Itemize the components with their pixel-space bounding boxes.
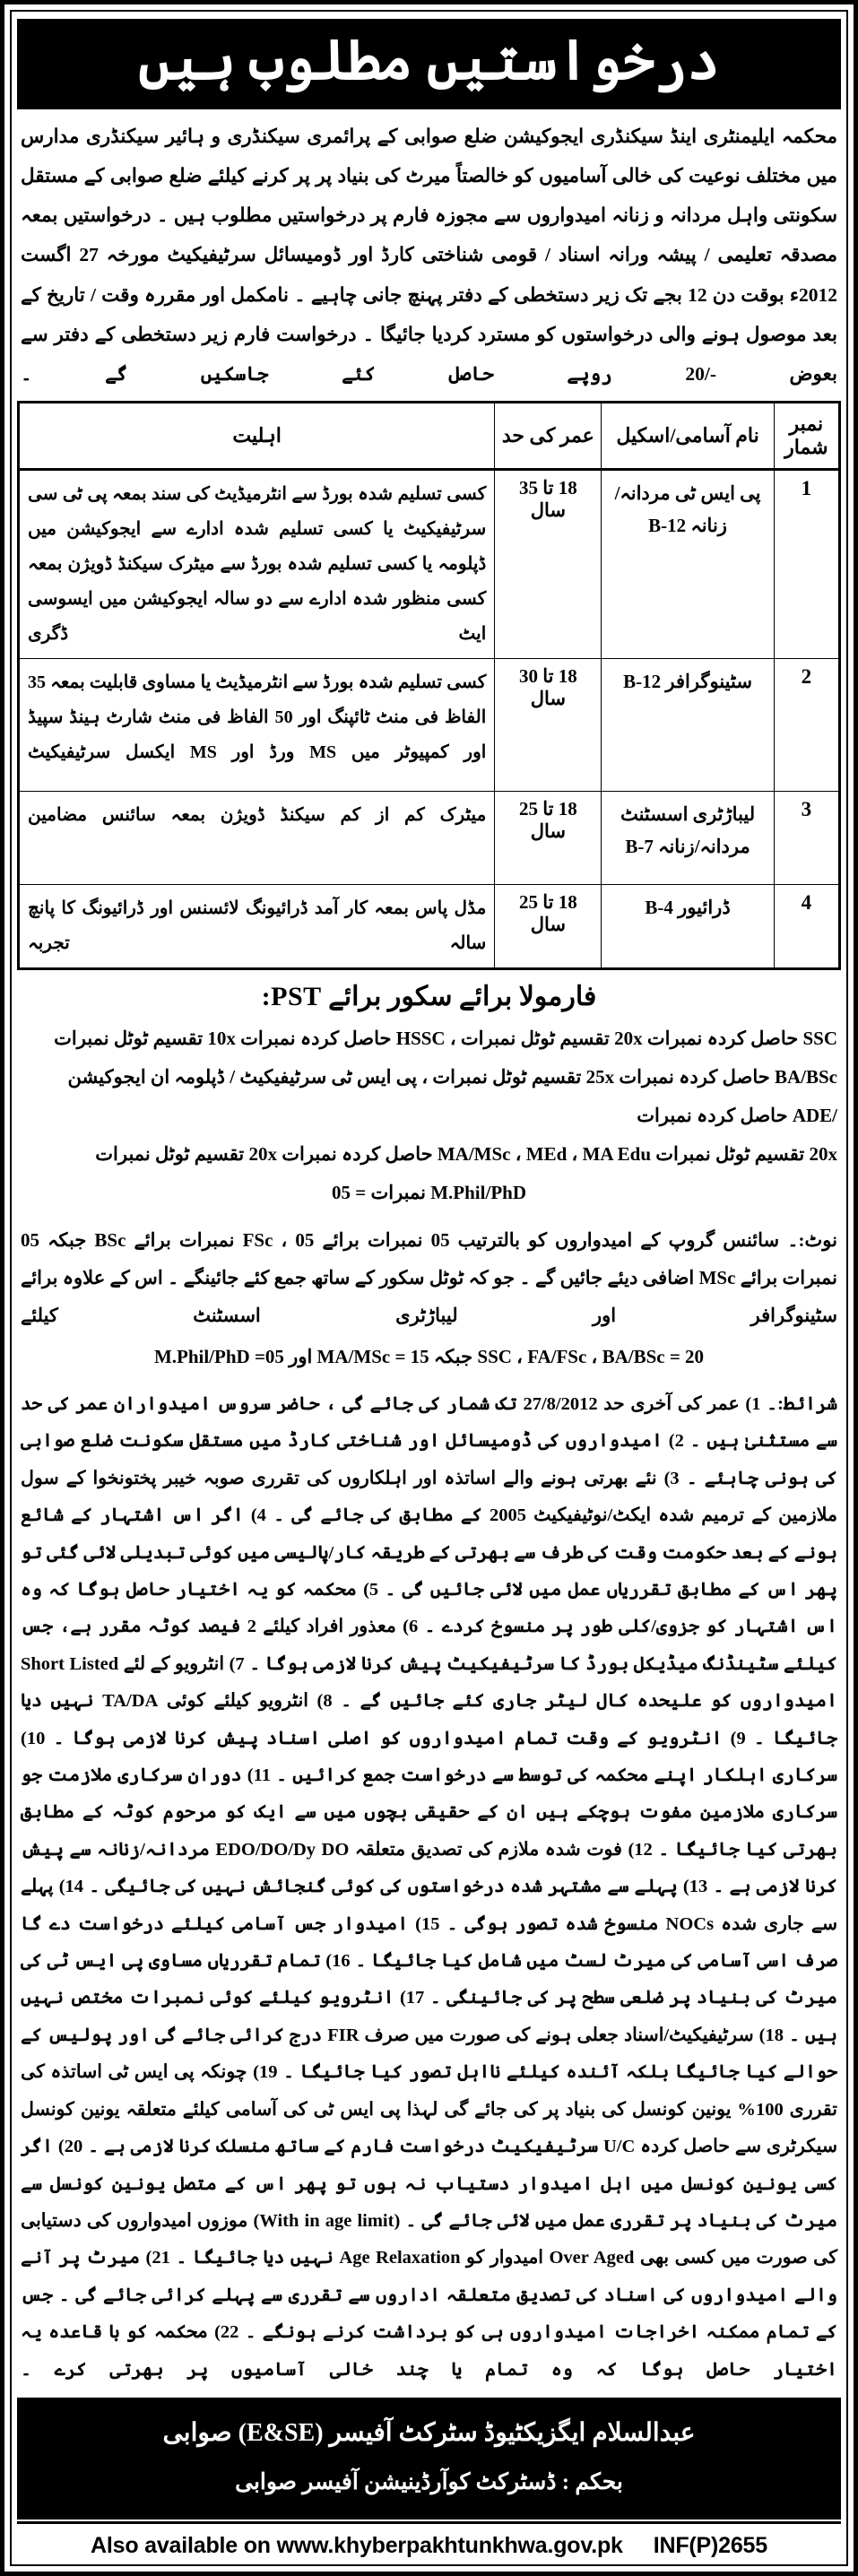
row-post-line1: لیباڑٹری اسسٹنٹ (620, 802, 756, 825)
row-post-line1: سٹینوگرافر B-12 (623, 670, 752, 692)
row-serial: 3 (774, 791, 839, 884)
row-eligibility: مڈل پاس بمعہ کار آمد ڈرائیونگ لائسنس اور ڈرائیونگ کا پانچ سالہ تجربہ (19, 884, 495, 968)
intro-paragraph-2: درخواستیں بمعہ مصدقہ تعلیمی / پیشہ ورانہ اسناد / قومی شناختی کارڈ اور ڈومیسائل سرٹیفیکیٹ مورخہ 27 اگست 2012ء بوقت دن 12 بجے تک زیر دستخطی کے دفتر پہنچ جانی چاہیے ۔ نامکمل اور مقررہ وقت / تاریخ کے بعد موصول ہونے والی درخواستوں کو مسترد کردیا جائیگا ۔ (21, 204, 838, 345)
row-age: 18 تا 30 سال (495, 658, 602, 791)
row-post (602, 791, 774, 884)
column-header-serial: نمبر شمار (774, 402, 839, 469)
signature-banner (17, 2398, 841, 2520)
column-header-eligibility: اہلیت (19, 402, 495, 469)
row-post (602, 658, 774, 791)
condition-item: 16) تمام تقرریاں مساوی پی ایس ٹی کی میرٹ کی بنیاد پر ضلعی سطح پر کی جائینگی ۔ (21, 1951, 838, 2008)
row-post-line2: زنانہ B-12 (648, 515, 727, 537)
footer-divider (17, 2521, 841, 2524)
condition-item: 17) انٹرویو کیلئے کوئی نمبرات مختص نہیں ہیں ۔ (21, 1988, 838, 2045)
condition-item: 20) اگر کسی یونین کونسل میں اہل امیدوار دستیاب نہ ہوں تو پھر اس کے متصل یونین کونسل سے میرٹ کی بنیاد پر تقرری عمل میں لائی جائے گی ۔ (With in age limit) موزوں امیدواروں کی دستیابی کی صورت میں کسی بھی Over Aged امیدوار کو Age Relaxation نہیں دیا جائیگا ۔ (21, 2137, 837, 2268)
condition-item: 2) امیدواروں کی ڈومیسائل اور شناختی کارڈ میں مستقل سکونت ضلع صوابی کی ہونی چاہئے ۔ (21, 1431, 837, 1488)
vacancies-table (17, 401, 841, 970)
row-eligibility: کسی تسلیم شدہ بورڈ سے انٹرمیڈیٹ کی سند بمعہ پی ٹی سی سرٹیفیکیٹ یا کسی تسلیم شدہ ادارے سے ایجوکیشن میں ڈپلومہ یا کسی تسلیم شدہ بورڈ سے میٹرک سیکنڈ ڈویژن بمعہ کسی منظور شدہ ادارے سے دو سالہ ایجوکیشن میں ایسوسی ایٹ ڈگری (19, 469, 495, 658)
formula-line-2: BA/BSc حاصل کردہ نمبرات 25x تقسیم ٹوٹل نمبرات ، پی ایس ٹی سرٹیفیکیٹ / ڈپلومہ ان ایجوکیشن /ADE حاصل کردہ نمبرات (67, 1065, 837, 1126)
row-eligibility: میٹرک کم از کم سیکنڈ ڈویژن بمعہ سائنس مضامین (19, 791, 495, 884)
condition-item: 3) نئے بھرتی ہونے والے اساتذہ اور اہلکاروں کی تقرری صوبہ خیبر پختونخوا کے سول ملازمین کے ترمیم شدہ ایکٹ/نوٹیفیکیٹ 2005 کے مطابق کی جائے گی ۔ (21, 1468, 838, 1526)
column-header-post: نام آسامی/اسکیل (602, 402, 774, 469)
condition-item: 1) عمر کی آخری حد 27/8/2012 تک شمار کی جائے گی ، حاضر سروس امیدواران عمر کی حد سے مستثنیٰ ہیں ۔ (21, 1393, 838, 1452)
note-label: نوٹ (804, 1228, 837, 1251)
formula-heading: فارمولا برائے سکور برائے PST: (261, 981, 597, 1011)
row-eligibility: کسی تسلیم شدہ بورڈ سے انٹرمیڈیٹ یا مساوی قابلیت بمعہ 35 الفاظ فی منٹ ٹائپنگ اور 50 الفاظ فی منٹ شارٹ ہینڈ سپیڈ اور کمپیوٹر میں MS ورڈ اور MS ایکسل سرٹیفیکیٹ (19, 658, 495, 791)
note-body: :۔ سائنس گروپ کے امیدواروں کو بالترتیب 05 نمبرات برائے FSc ، 05 نمبرات برائے BSc جبکہ 05 نمبرات برائے MSc اضافی دیئے جائیں گے ۔ جو کہ ٹوٹل سکور کے ساتھ جمع کئے جائینگے ۔ اس کے علاوہ برائے سٹینوگرافر اور لیباڑٹری اسسٹنٹ کیلئے (21, 1228, 837, 1326)
condition-item: 5) محکمہ کو یہ اختیار حاصل ہوگا کہ وہ اس اشتہار کو جزوی/کلی طور پر منسوخ کردے ۔ (21, 1580, 837, 1637)
condition-item: 18) سرٹیفیکیٹ/اسناد جعلی ہونے کی صورت میں صرف FIR درج کرائی جائے گی اور پولیس کے حوالے کیا جائیگا بلکہ آئندہ کیلئے نااہل تصور کیا جائیگا ۔ (21, 2025, 837, 2083)
page-title: درخواستیں مطلوب ہیں (138, 30, 720, 91)
condition-item: 13) پہلے سے مشتہر شدہ درخواستوں کی کوئی گنجائش نہیں کی جائیگی ۔ (89, 1877, 708, 1897)
condition-item: 7) انٹرویو کے لئے Short Listed امیدواروں کو علیحدہ کال لیٹر جاری کئے جائیں گے ۔ (21, 1653, 837, 1712)
condition-item: 14) پہلے سے جاری شدہ NOCs منسوخ شدہ تصور ہوگی ۔ (21, 1877, 838, 1934)
issuing-authority: بحکم : ڈسٹرکٹ کوآرڈینیشن آفیسر صوابی (235, 2469, 623, 2494)
table-row (19, 469, 840, 658)
column-header-age: عمر کی حد (495, 402, 602, 469)
row-age: 18 تا 35 سال (495, 469, 602, 658)
row-serial: 1 (774, 469, 839, 658)
intro-paragraph-1: محکمہ ایلیمنٹری اینڈ سیکنڈری ایجوکیشن ضلع صوابی کے پرائمری سیکنڈری و ہائیر سیکنڈری مدارس میں مختلف نوعیت کی خالی آسامیوں کو خالصتاً میرٹ کی بنیاد پر پر کرنے کیلئے ضلع صوابی کے مستقل سکونتی واہل مردانہ و زنانہ امیدواروں سے مجوزہ فارم پر درخواستیں مطلوب ہیں ۔ (21, 126, 837, 227)
condition-item: 22) محکمہ کو با قاعدہ یہ اختیار حاصل ہوگا کہ وہ تمام یا چند خالی آسامیوں پر بھرتی کرے ۔ (21, 2322, 837, 2380)
row-serial: 4 (774, 884, 839, 968)
condition-item: 11) دوران سرکاری ملازمت جو سرکاری ملازمین مفوت ہوچکے ہیں ان کے حقیقی بچوں میں سے ایک کو مرحوم کوٹہ کے مطابق بھرتی کیا جائیگا ۔ (21, 1765, 838, 1860)
conditions-block (17, 1379, 841, 2398)
ad-title-banner (17, 19, 841, 109)
signatory-name-and-designation: عبدالسلام ایگزیکٹیوڈ سٹرکٹ آفیسر (E&SE) صوابی (162, 2418, 696, 2447)
row-age: 18 تا 25 سال (495, 884, 602, 968)
condition-item: 12) فوت شدہ ملازم کی تصدیق متعلقہ EDO/DO/Dy DO مردانہ/زنانہ سے پیش کرنا لازمی ہے ۔ (21, 1839, 838, 1897)
table-row (19, 791, 840, 884)
row-serial: 2 (774, 658, 839, 791)
condition-item: 21) میرٹ پر آنے والے امیدواروں کی اسناد کی تصدیق متعلقہ اداروں سے تقرری سے پہلے کرائی جائے گی ۔ جس کے تمام ممکنہ اخراجات امیدواروں ہی کو برداشت کرنے ہونگے ۔ (21, 2248, 837, 2343)
note-tail: SSC ، FA/FSc ، BA/BSc = 20 جبکہ MA/MSc = 15 اور M.Phil/PhD =05 (153, 1345, 705, 1367)
condition-item: 19) چونکہ پی ایس ٹی اساتذہ کی تقرری 100% یونین کونسل کی بنیاد پر کی جائے گی لہذا پی ایس ٹی کی آسامی کیلئے متعلقہ یونین کونسل سیکرٹری سے حاصل کردہ U/C سرٹیفیکیٹ درخواست فارم کے ساتھ منسلک کرنا لازمی ہے ۔ (21, 2062, 837, 2157)
table-row (19, 884, 840, 968)
formula-line-4: M.Phil/PhD نمبرات = 05 (332, 1181, 526, 1203)
condition-item: 4) اگر اس اشتہار کے شائع ہونے کے بعد حکومت وقت کی طرف سے بھرتی کے طریقہ کار/پالیسی میں کوئی تبدیلی لائی گئی تو پھر اس کے مطابق تقرریاں عمل میں لائی جائیں گی ۔ (21, 1505, 838, 1600)
row-post (602, 884, 774, 968)
condition-item: 9) انٹرویو کے وقت تمام امیدواروں کو اصلی اسناد پیش کرنا لازمی ہوگا ۔ (53, 1728, 746, 1748)
footer-bar (17, 2526, 841, 2564)
row-age: 18 تا 25 سال (495, 791, 602, 884)
condition-item: 6) معذور افراد کیلئے 2 فیصد کوٹہ مقرر ہے، جس کیلئے سٹینڈنگ میڈیکل بورڈ کا سرٹیفیکیٹ پیش کرنا لازمی ہوگا ۔ (21, 1617, 838, 1674)
table-row (19, 658, 840, 791)
condition-item: 15) امیدوار جس آسامی کیلئے درخواست دے گا صرف اسی آسامی کی میرٹ لسٹ میں شامل کیا جائیگا ۔ (21, 1913, 837, 1972)
row-post-line1: پی ایس ٹی مردانہ/ (614, 481, 761, 504)
inf-code: INF(P)2655 (653, 2533, 767, 2559)
row-post-line1: ڈرائیور B-4 (645, 896, 731, 918)
condition-item: 10) سرکاری اہلکار اپنے محکمہ کی توسط سے درخواست جمع کرائیں ۔ (21, 1728, 837, 1786)
condition-item: 8) انٹرویو کیلئے کوئی TA/DA نہیں دیا جائیگا ۔ (21, 1691, 838, 1748)
intro-paragraph-3: درخواست فارم زیر دستخطی کے دفتر سے بعوض -/20 روپے حاصل کئے جاسکیں گے ۔ (21, 323, 837, 385)
formula-line-1: SSC حاصل کردہ نمبرات 20x تقسیم ٹوٹل نمبرات ، HSSC حاصل کردہ نمبرات 10x تقسیم ٹوٹل نمبرات (54, 1027, 837, 1049)
table-header-row (19, 402, 840, 469)
row-post (602, 469, 774, 658)
intro-paragraphs (17, 115, 841, 396)
ad-content-frame (10, 10, 848, 2566)
website-notice[interactable]: Also available on www.khyberpakhtunkhwa.gov.pk (91, 2533, 623, 2559)
formula-body (17, 1019, 841, 1216)
formula-line-3: 20x تقسیم ٹوٹل نمبرات MA/MSc ، MEd ، MA Edu حاصل کردہ نمبرات 20x تقسیم ٹوٹل نمبرات (95, 1142, 837, 1165)
conditions-label: شرائط:۔ (767, 1393, 838, 1414)
row-post-line2: مردانہ/زنانہ B-7 (625, 836, 750, 858)
note-block (17, 1216, 841, 1379)
